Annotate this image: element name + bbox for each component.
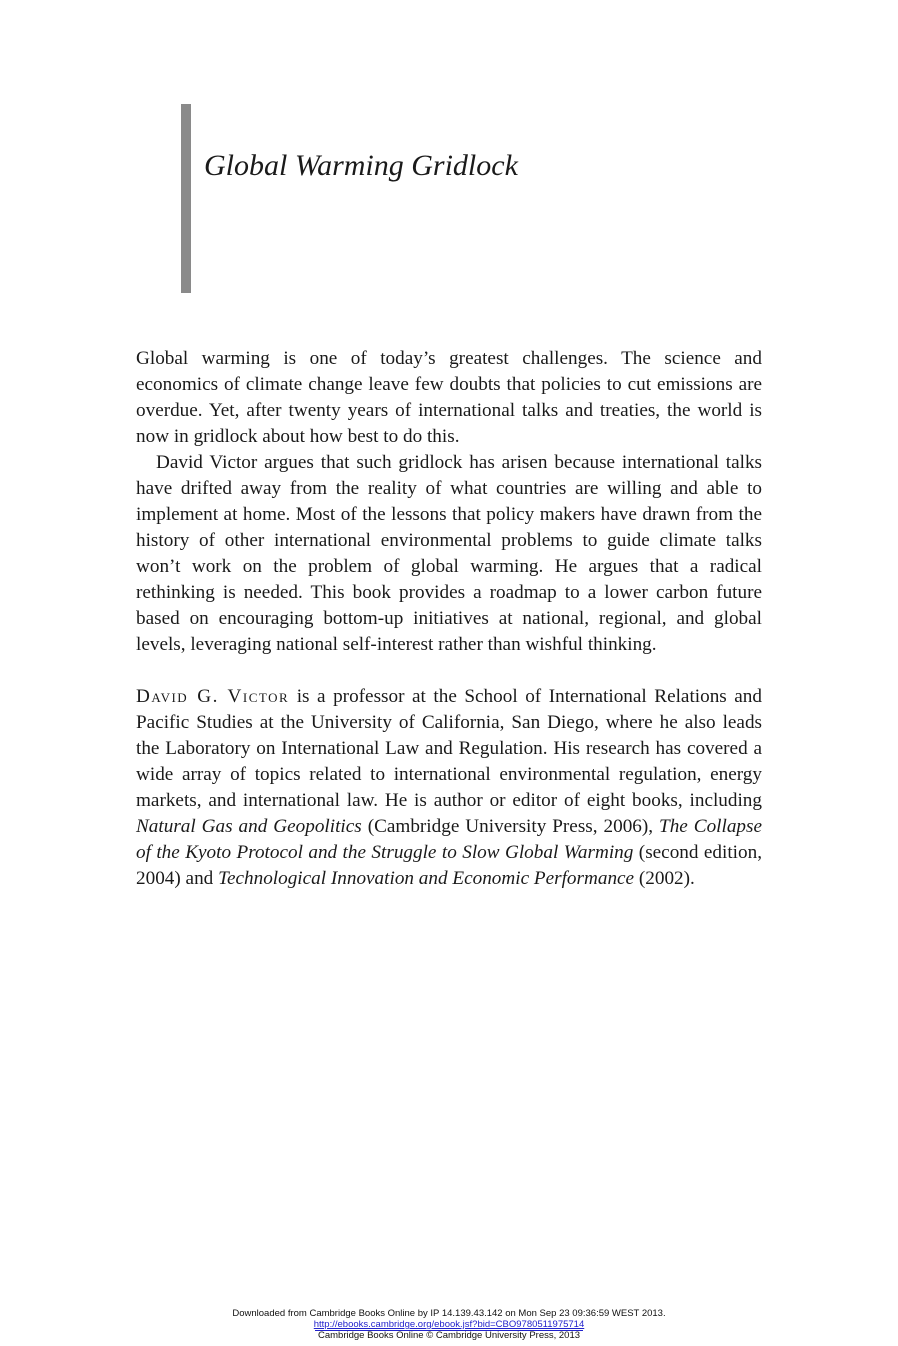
bio-text-2: (Cambridge University Press, 2006), (361, 816, 660, 837)
bio-text-4: (2002). (634, 868, 695, 889)
copyright-notice: Cambridge Books Online © Cambridge University Press, 2013 (315, 1330, 583, 1341)
author-bio (136, 684, 762, 892)
download-info: Downloaded from Cambridge Books Online by IP 14.139.43.142 on Mon Sep 23 09:36:59 WEST 2013. (232, 1308, 666, 1319)
book-title: Global Warming Gridlock (204, 149, 518, 182)
book-title-1: Natural Gas and Geopolitics (136, 816, 362, 837)
ebook-link[interactable]: http://ebooks.cambridge.org/ebook.jsf?bid=CBO9780511975714 (313, 1319, 585, 1330)
description-paragraph-2: David Victor argues that such gridlock has arisen because international talks have drifted away from the reality of what countries are willing and able to implement at home. Most of the lessons that policy makers have drawn from the history of other international environmental problems to guide climate talks won’t work on the problem of global warming. He argues that a radical rethinking is needed. This book provides a roadmap to a lower carbon future based on encouraging bottom-up initiatives at national, regional, and global levels, leveraging national self-interest rather than wishful thinking. (136, 452, 762, 655)
description-paragraph-1: Global warming is one of today’s greatest challenges. The science and economics of climate change leave few doubts that policies to cut emissions are overdue. Yet, after twenty years of international talks and treaties, the world is now in gridlock about how best to do this. (136, 348, 762, 447)
author-name: David G. Victor (136, 686, 290, 707)
bio-text-3: (second edition, 2004) and (136, 842, 762, 889)
bio-text-1: is a professor at the School of International Relations and Pacific Studies at the University of California, San Diego, where he also leads the Laboratory on International Law and Regulation. His research has covered a wide array of topics related to international environmental regulation, energy markets, and international law. He is author or editor of eight books, including (136, 686, 762, 811)
download-footer (0, 1308, 898, 1341)
book-description (136, 346, 762, 892)
book-title-3: Technological Innovation and Economic Performance (218, 868, 635, 889)
book-title-2: The Collapse of the Kyoto Protocol and the Struggle to Slow Global Warming (136, 816, 762, 863)
title-accent-bar (181, 104, 191, 293)
